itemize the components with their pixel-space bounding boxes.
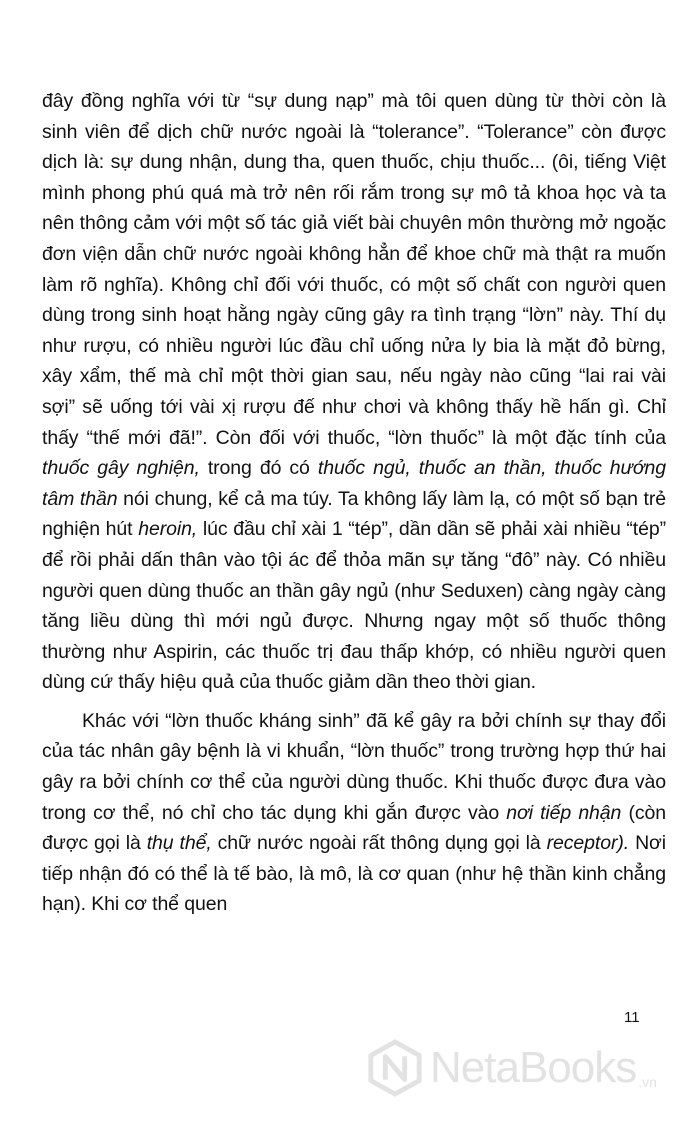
para2-run-1-italic: nơi tiếp nhận <box>506 801 622 824</box>
para1-run-6: lúc đầu chỉ xài 1 “tép”, dần dần sẽ phải xài nhiều “tép” để rồi phải dấn thân vào tội ác để thỏa mãn sự tăng “đô” này. Có nhiều người quen dùng thuốc an thần gây ngủ (như Seduxen) càng ngày càng tăng liều dùng thì mới ngủ được. Nhưng ngay một số thuốc thông thường như Aspirin, các thuốc trị đau thấp khớp, có nhiều người quen dùng cứ thấy hiệu quả của thuốc giảm dần theo thời gian. <box>42 518 666 694</box>
para1-run-3-italic: thuốc ngủ, thuốc an thần, thuốc hướng tâm thần <box>42 457 666 510</box>
para1-run-1-italic: thuốc gây nghiện, <box>42 457 200 480</box>
para2-run-3-italic: thụ thể, <box>146 832 212 855</box>
watermark-suffix: .vn <box>638 1074 657 1090</box>
paragraph-1 <box>42 86 666 698</box>
para2-run-5-italic: receptor). <box>546 832 630 855</box>
para1-run-0: đây đồng nghĩa với từ “sự dung nạp” mà tôi quen dùng từ thời còn là sinh viên để dịch chữ nước ngoài là “tolerance”. “Tolerance” còn được dịch là: sự dung nhận, dung tha, quen thuốc, chịu thuốc... (ôi, tiếng Việt mình phong phú quá mà trở nên rối rắm trong sự mô tả khoa học và ta nên thông cảm với một số tác giả viết bài chuyên môn thường mở ngoặc đơn viện dẫn chữ nước ngoài không hẳn để khoe chữ mà thật ra muốn làm rõ nghĩa). Không chỉ đối với thuốc, có một số chất con người quen dùng trong sinh hoạt hằng ngày cũng gây ra tình trạng “lờn” này. Thí dụ như rượu, có nhiều người lúc đầu chỉ uống nửa ly bia là mặt đỏ bừng, xây xẩm, thế mà chỉ một thời gian sau, nếu ngày nào cũng “lai rai vài sợi” sẽ uống tới vài xị rượu đế như chơi và không thấy hề hấn gì. Chỉ thấy “thế mới đã!”. Còn đối với thuốc, “lờn thuốc” là một đặc tính của <box>42 90 666 449</box>
para1-run-4: nói chung, kể cả ma túy. Ta không lấy làm lạ, có một số bạn trẻ nghiện hút <box>42 487 667 541</box>
watermark-brand: NetaBooks <box>430 1043 637 1092</box>
para1-run-2: trong đó có <box>199 457 318 480</box>
para2-run-2: (còn được gọi là <box>42 801 666 855</box>
page-body <box>42 86 666 920</box>
paragraph-2 <box>42 706 666 920</box>
para2-run-6: Nơi tiếp nhận đó có thể là tế bào, là mô, là cơ quan (như hệ thần kinh chẳng hạn). Khi cơ thể quen <box>42 832 666 916</box>
para2-run-4: chữ nước ngoài rất thông dụng gọi là <box>211 832 547 855</box>
para2-run-0: Khác với “lờn thuốc kháng sinh” đã kể gây ra bởi chính sự thay đổi của tác nhân gây bệnh là vi khuẩn, “lờn thuốc” trong trường hợp thứ hai gây ra bởi chính cơ thể của người dùng thuốc. Khi thuốc được đưa vào trong cơ thể, nó chỉ cho tác dụng khi gắn được vào <box>42 709 666 824</box>
para1-run-5-italic: heroin, <box>138 518 198 541</box>
netabooks-logo-icon <box>366 1039 424 1097</box>
watermark <box>366 1032 657 1104</box>
page-number: 11 <box>624 1009 640 1026</box>
